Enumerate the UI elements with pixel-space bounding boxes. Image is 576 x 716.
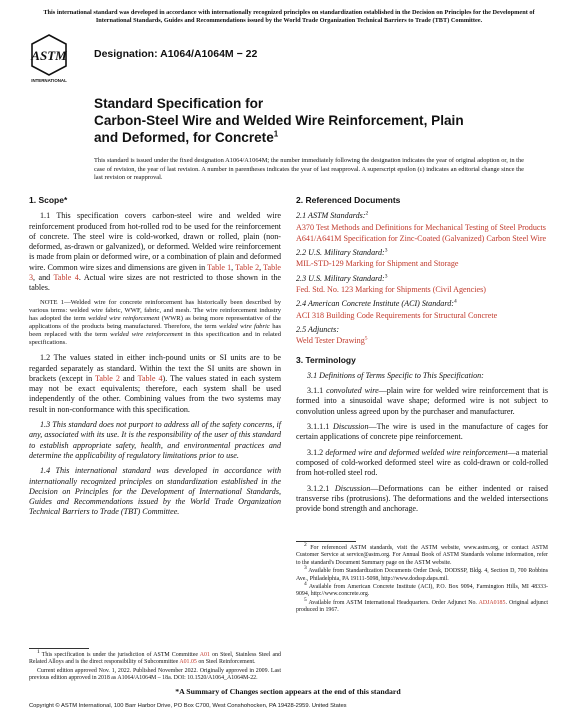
note-1: NOTE 1—Welded wire for concrete reinforcement has historically been described by various terms: welded wire fabric, WWF, fabric, and mesh. The wire reinforcement industry has adopted the term welded wire reinforcement (WWR) as being more representative of the applications of the products being manufactured. Therefore, the term welded wire fabric has been replaced with the term welded wire reinforcement in this specification and in related specifications.: [29, 298, 281, 347]
ref-aci-318[interactable]: ACI 318 Building Code Requirements for Structural Concrete: [296, 310, 498, 320]
scope-heading: 1. Scope*: [29, 195, 68, 205]
para-3-1-1-1: 3.1.1.1 Discussion—The wire is used in the manufacture of cages for certain applications of concrete pipe reinforcement.: [296, 422, 549, 442]
aci-standard-label: 2.4 American Concrete Institute (ACI) Standard:$^4$: [296, 298, 457, 309]
astm-logo: [30, 34, 68, 84]
ref-a370[interactable]: A370 Test Methods and Definitions for Mechanical Testing of Steel Products: [296, 222, 546, 232]
para-3-1-2-1: 3.1.2.1 Discussion—Deformations can be either indented or raised transverse ribs (protrusions). The deformations and the welded intersections provide bond strength and anchorage.: [296, 483, 548, 514]
subcommittee-link[interactable]: A01.05: [179, 659, 197, 666]
astm-standards-label: 2.1 ASTM Standards:$^2$: [296, 210, 369, 221]
table-3-link[interactable]: Table 3: [29, 262, 281, 283]
referenced-documents-heading: 2. Referenced Documents: [296, 195, 401, 205]
title-line-1: Standard Specification for: [94, 96, 264, 111]
footnote-1: $^1$ This specification is under the jurisdiction of ASTM Committee A01 on Steel, Stainless Steel and Related Alloys and is the direct responsibility of Subcommittee A01.05 on Steel Reinforcement.: [29, 649, 281, 666]
ref-fed-std-123[interactable]: Fed. Std. No. 123 Marking for Shipments (Civil Agencies): [296, 285, 486, 295]
para-1-1: 1.1 This specification covers carbon-steel wire and welded wire reinforcement produced from hot-rolled rod to be used for the reinforcement of concrete. The steel wire is cold-worked, drawn or rolled, plain (non-deformed, as-drawn or galvanized), or deformed. Welded wire reinforcement is made from plain or deformed wire, or a combination of plain and deformed wire. Common wire sizes and dimensions are given in Table 1, Table 2, Table 3, and Table 4. Actual wire sizes are not restricted to those shown in the tables.: [29, 211, 281, 293]
para-1-4: 1.4 This international standard was developed in accordance with internationally recognized principles on standardization established in the Decision on Principles for the Development of International Standards, Guides and Recommendations issued by the World Trade Organization Technical Barriers to Trade (TBT) Committee.: [29, 466, 281, 517]
ref-a641[interactable]: A641/A641M Specification for Zinc-Coated (Galvanized) Carbon Steel Wire: [296, 233, 547, 243]
title-line-2: Carbon-Steel Wire and Welded Wire Reinforcement, Plain: [94, 112, 464, 128]
footnote-4: $^4$ Available from American Concrete Institute (ACI), P.O. Box 9094, Farmington Hills, MI 48333-9094, http://www.concrete.org.: [296, 581, 548, 598]
para-3-1: 3.1 Definitions of Terms Specific to This Specification:: [307, 370, 484, 380]
footnote-5: $^5$ Available from ASTM International Headquarters. Order Adjunct No. ADJA0185. Original adjunct produced in 1967.: [296, 596, 548, 614]
designation: Designation: A1064/A1064M − 22: [94, 48, 258, 60]
svg-text:ASTM: ASTM: [31, 48, 67, 63]
left-footnotes: [29, 642, 281, 684]
adjuncts-label: 2.5 Adjuncts:: [296, 324, 340, 334]
table-2-link[interactable]: Table 2: [235, 262, 260, 272]
issuance-statement: This standard is issued under the fixed designation A1064/A1064M; the number immediately following the designation indicates the year of original adoption or, in the case of revision, the year of last revision. A number in parentheses indicates the year of last reapproval. A superscript epsilon (ε) indicates an editorial change since the last revision or reapproval.: [94, 157, 524, 182]
tbt-notice: This international standard was developed in accordance with internationally recognized principles on standardization established in the Decision on Principles for the Development of International Standards, Guides and Recommendations issued by the World Trade Organization Technical Barriers to Trade (TBT) Committee.: [43, 9, 535, 24]
para-1-3: 1.3 This standard does not purport to address all of the safety concerns, if any, associated with its use. It is the responsibility of the user of this standard to establish appropriate safety, health, and environmental practices and determine the applicability of regulatory limitations prior to use.: [29, 420, 281, 460]
summary-of-changes-note: *A Summary of Changes section appears at the end of this standard: [175, 687, 401, 696]
para-3-1-2: 3.1.2 deformed wire and deformed welded wire reinforcement—a material composed of cold-worked deformed steel wire as cold-drawn or cold-rolled from hot-rolled steel rod.: [296, 447, 549, 478]
para-3-1-1: 3.1.1 convoluted wire—plain wire for welded wire reinforcement that is formed into a sinusoidal wave shape; deformed wire is not subject to convolution unless agreed upon by the purchaser and manufacturer.: [296, 386, 548, 416]
military-standard-label: 2.2 U.S. Military Standard:$^3$: [296, 247, 388, 258]
committee-link[interactable]: A01: [199, 652, 210, 658]
table-1-link[interactable]: Table 1: [207, 262, 232, 272]
terminology-heading: 3. Terminology: [296, 354, 356, 365]
title-footnote-ref[interactable]: 1: [273, 129, 279, 139]
right-column: [296, 195, 549, 614]
title-line-3: and Deformed, for Concrete$^1$: [94, 129, 279, 145]
copyright-footer: Copyright © ASTM International, 100 Barr Harbor Drive, PO Box C700, West Conshohocken, PA 19428-2959. United States: [29, 703, 347, 709]
table-2-link-b[interactable]: Table 2: [95, 373, 120, 383]
table-4-link-b[interactable]: Table 4: [137, 373, 163, 383]
adjunct-link[interactable]: ADJA0185: [478, 599, 506, 606]
ref-mil-std-129[interactable]: MIL-STD-129 Marking for Shipment and Storage: [296, 259, 459, 269]
federal-standard-label: 2.3 U.S. Military Standard:$^3$: [296, 273, 388, 283]
right-footnotes: [296, 535, 548, 616]
footnote-3: $^3$ Available from Standardization Documents Order Desk, DODSSP, Bldg. 4, Section D, 700 Robbins Ave., Philadelphia, PA 19111-5098, http://www.dodssp.daps.mil.: [296, 565, 548, 582]
table-4-link[interactable]: Table 4: [53, 273, 79, 283]
footnote-2: $^2$ For referenced ASTM standards, visit the ASTM website, www.astm.org, or contact ASTM Customer Service at service@astm.org. For Annual Book of ASTM Standards volume information, refer to the standard's Document Summary page on the ASTM website.: [296, 542, 548, 566]
para-1-2: 1.2 The values stated in either inch-pound units or SI units are to be regarded separately as standard. Within the text the SI units are shown in brackets (except in Table 2 and Table 4). The values stated in each system may not be exact equivalents; therefore, each system shall be used independently of the other. Combining values from the two systems may result in non-conformance with this specification.: [29, 353, 281, 414]
footnote-1-edition: Current edition approved Nov. 1, 2022. Published November 2022. Originally approved in 2009. Last previous edition approved in 2018 as A1064/A1064M – 18a. DOI: 10.1520/A1064_A1064M-22.: [29, 667, 281, 682]
ref-weld-tester[interactable]: Weld Tester Drawing$^5$: [296, 335, 368, 346]
svg-text:INTERNATIONAL: INTERNATIONAL: [31, 78, 67, 83]
document-title: [94, 96, 534, 146]
left-column: [29, 195, 281, 682]
